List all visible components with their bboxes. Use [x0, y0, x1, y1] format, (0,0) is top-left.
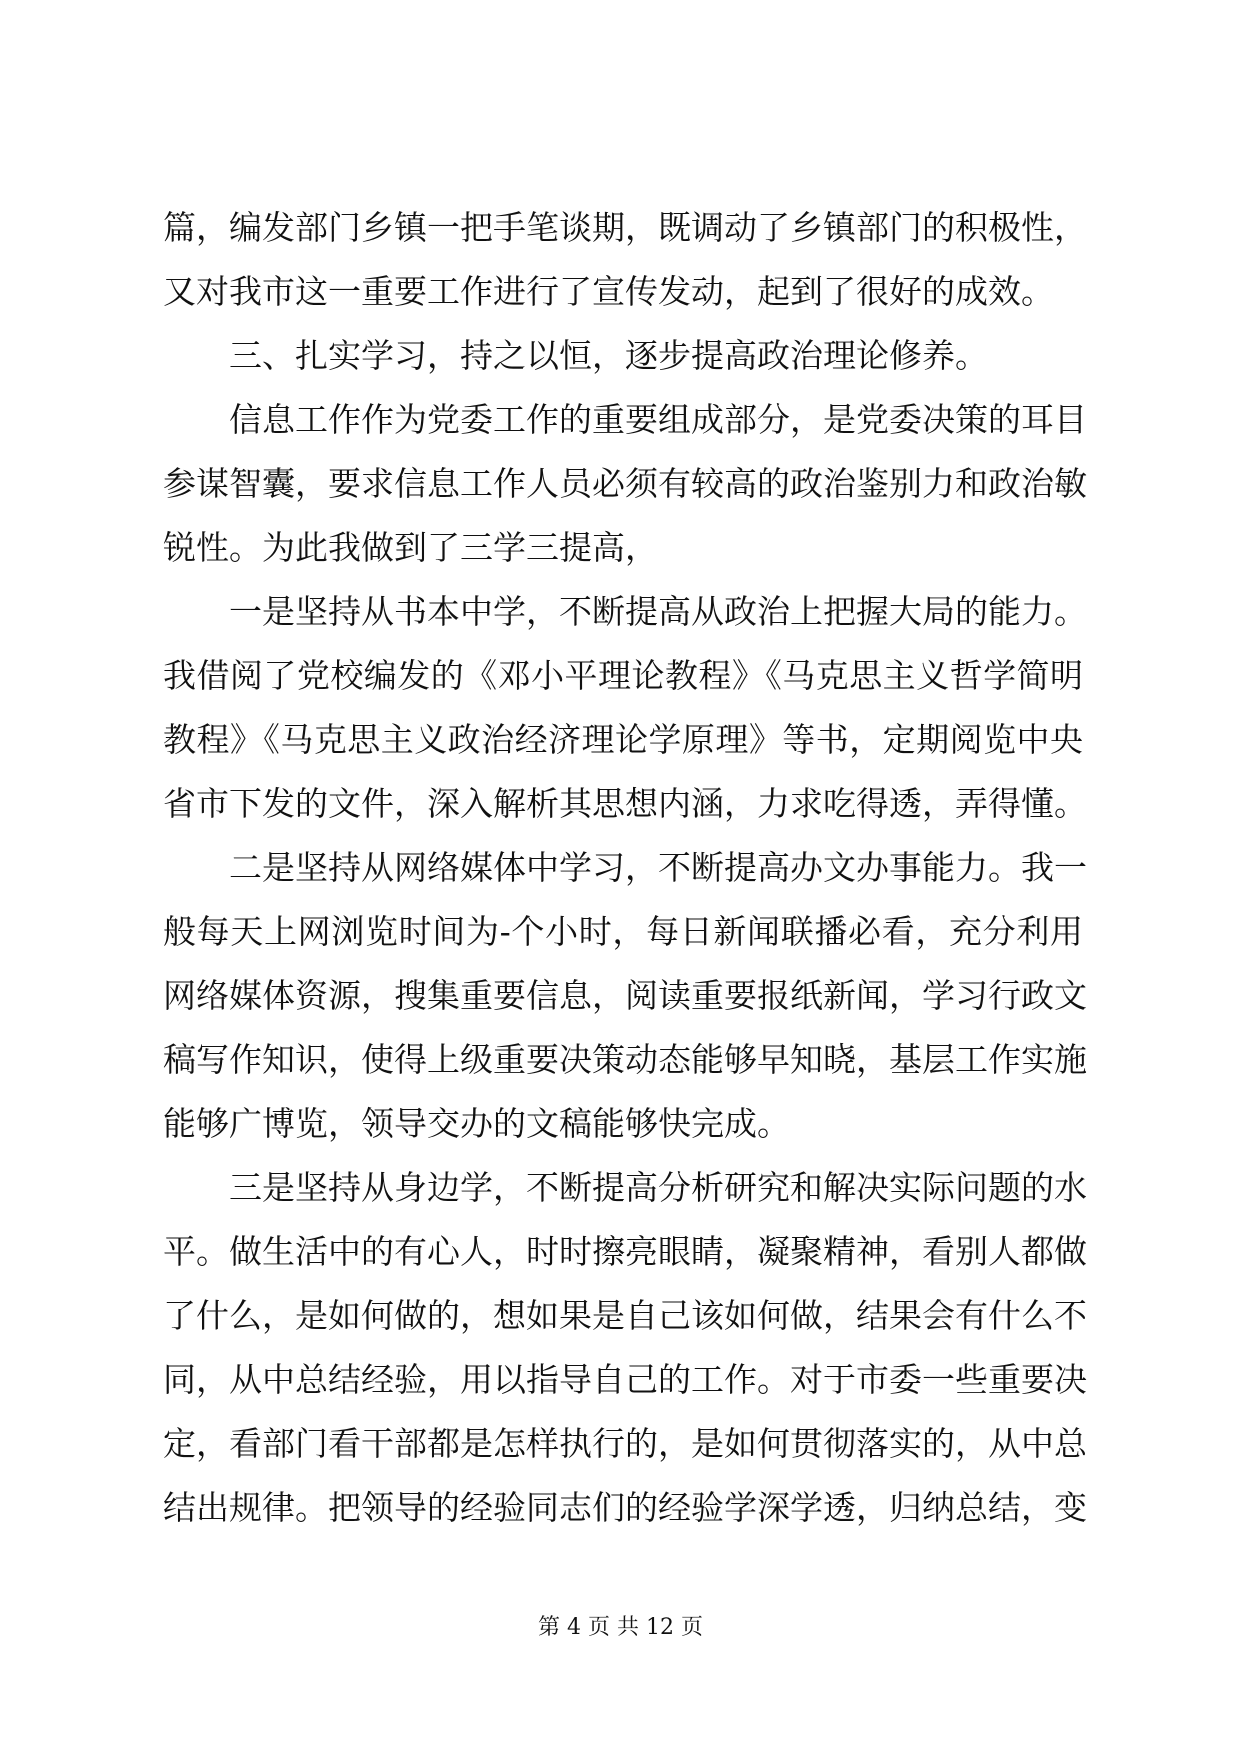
text-line: 我借阅了党校编发的《邓小平理论教程》《马克思主义哲学简明: [163, 656, 1083, 695]
text-line: 稿写作知识，使得上级重要决策动态能够早知晓，基层工作实施: [163, 1040, 1087, 1079]
text-line: 一是坚持从书本中学，不断提高从政治上把握大局的能力。: [229, 592, 1087, 631]
section-heading: 三、扎实学习，持之以恒，逐步提高政治理论修养。: [229, 336, 988, 375]
text-line: 省市下发的文件，深入解析其思想内涵，力求吃得透，弄得懂。: [163, 784, 1087, 823]
text-line: 定，看部门看干部都是怎样执行的，是如何贯彻落实的，从中总: [163, 1424, 1087, 1463]
text-line: 平。做生活中的有心人，时时擦亮眼睛，凝聚精神，看别人都做: [163, 1232, 1087, 1271]
page-footer: 第 4 页 共 12 页: [538, 1615, 703, 1640]
text-line: 同，从中总结经验，用以指导自己的工作。对于市委一些重要决: [163, 1360, 1087, 1399]
text-line: 了什么，是如何做的，想如果是自己该如何做，结果会有什么不: [163, 1296, 1087, 1335]
text-line: 锐性。为此我做到了三学三提高，: [163, 528, 658, 567]
text-line: 二是坚持从网络媒体中学习，不断提高办文办事能力。我一: [229, 848, 1087, 887]
text-line: 信息工作作为党委工作的重要组成部分，是党委决策的耳目: [229, 400, 1087, 439]
text-line: 又对我市这一重要工作进行了宣传发动，起到了很好的成效。: [163, 272, 1054, 311]
text-line: 结出规律。把领导的经验同志们的经验学深学透，归纳总结，变: [163, 1488, 1087, 1527]
text-line: 般每天上网浏览时间为-个小时，每日新闻联播必看，充分利用: [163, 912, 1083, 951]
text-line: 教程》《马克思主义政治经济理论学原理》等书，定期阅览中央: [163, 720, 1083, 759]
body-text: [163, 196, 1087, 1540]
text-line: 能够广博览，领导交办的文稿能够快完成。: [163, 1104, 790, 1143]
text-line: 三是坚持从身边学，不断提高分析研究和解决实际问题的水: [229, 1168, 1087, 1207]
text-line: 参谋智囊，要求信息工作人员必须有较高的政治鉴别力和政治敏: [163, 464, 1087, 503]
text-line: 网络媒体资源，搜集重要信息，阅读重要报纸新闻，学习行政文: [163, 976, 1087, 1015]
text-line: 篇，编发部门乡镇一把手笔谈期，既调动了乡镇部门的积极性，: [163, 208, 1087, 247]
